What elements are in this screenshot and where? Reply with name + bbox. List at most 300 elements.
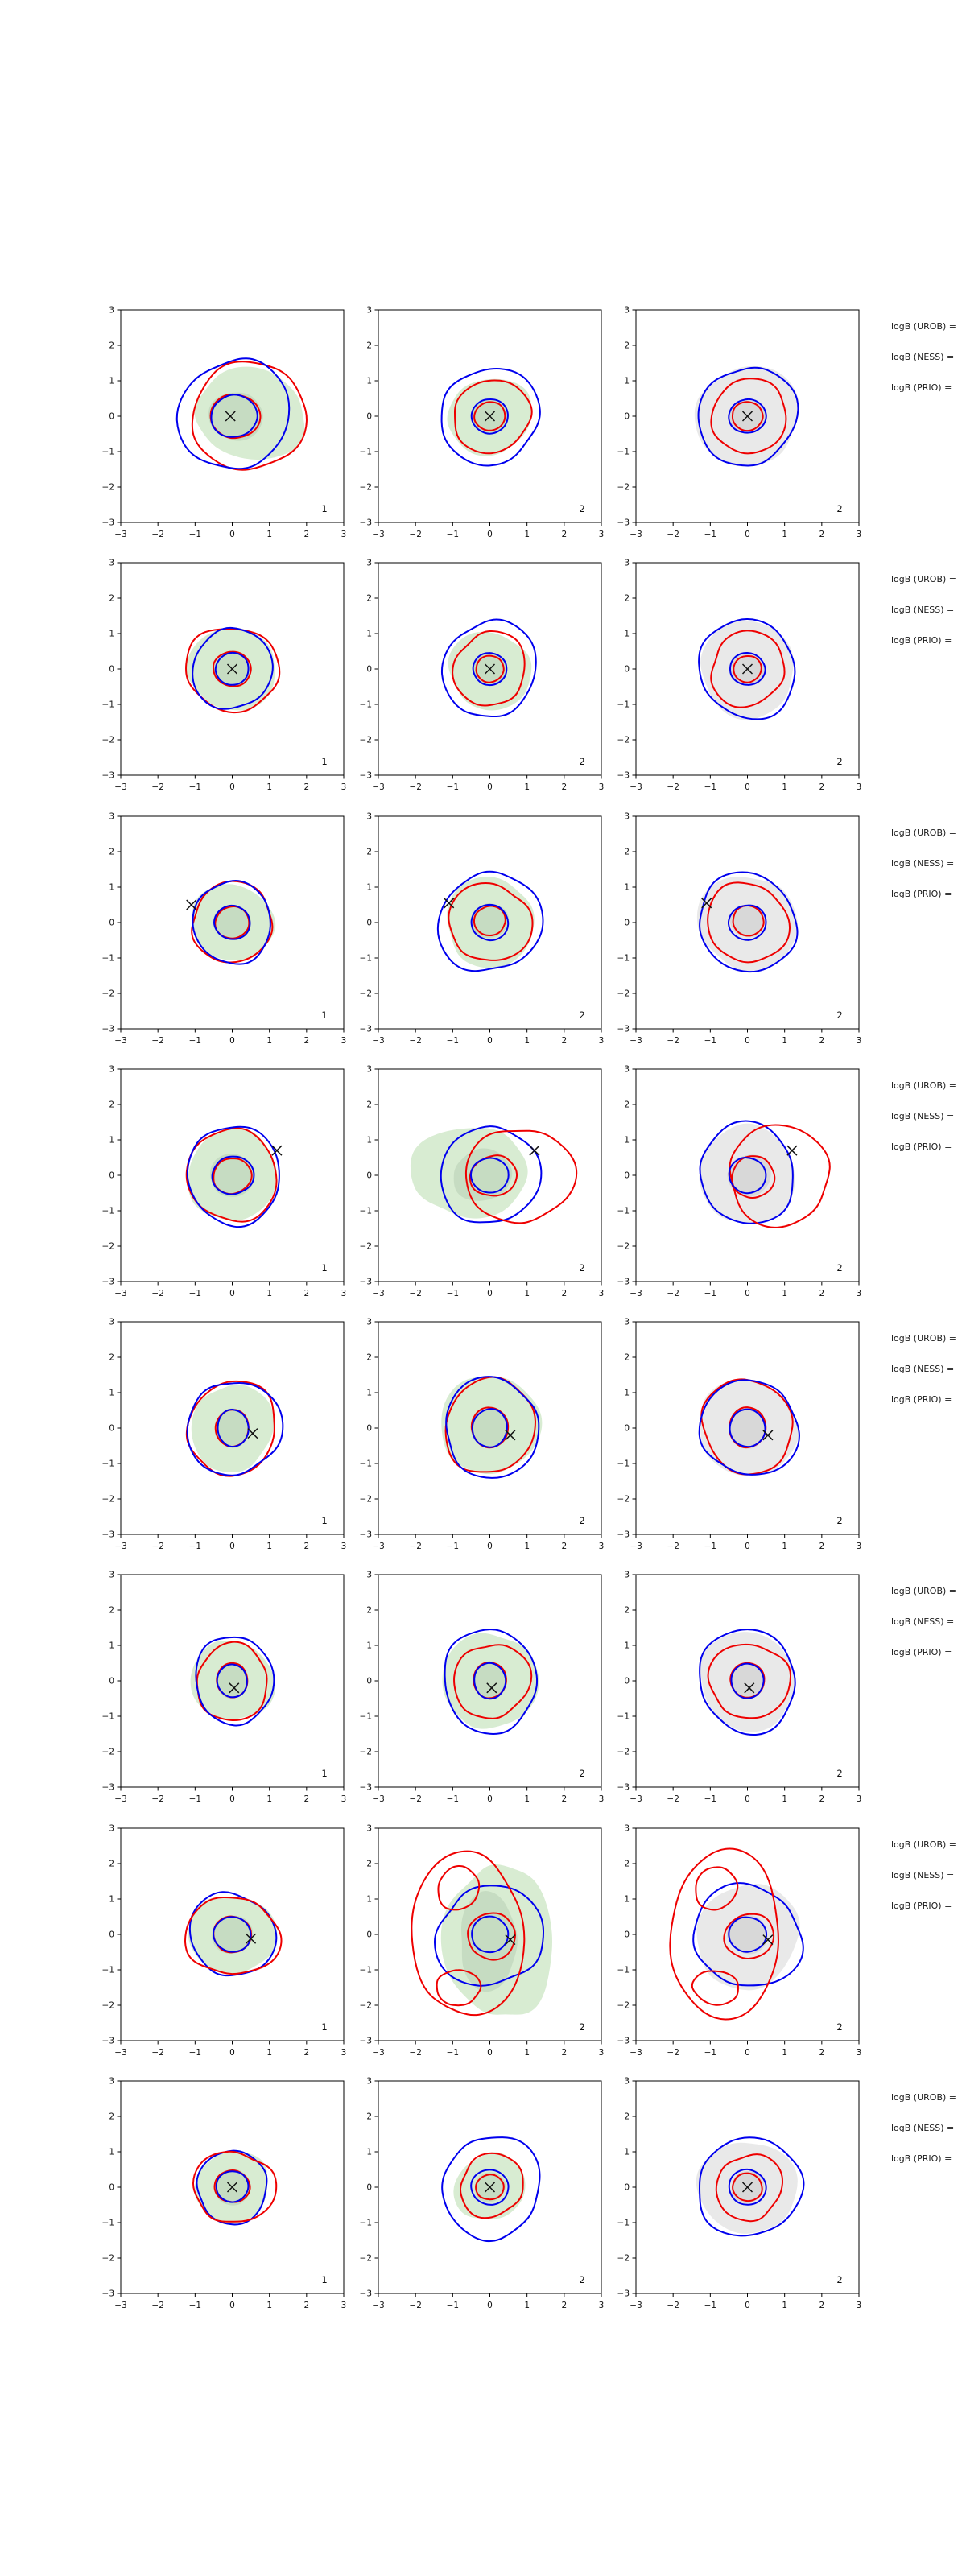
x-tick-label: 2 (303, 782, 310, 793)
x-tick-label: 2 (561, 2047, 568, 2058)
x-tick-label: 0 (745, 2301, 750, 2310)
x-tick-label: 2 (561, 782, 568, 793)
y-tick-label: 1 (624, 882, 630, 893)
panel-corner-label: 2 (836, 1009, 843, 1021)
panel-corner-label: 2 (579, 1515, 585, 1527)
x-tick-label: 1 (266, 2301, 273, 2310)
x-tick-label: −2 (151, 1542, 164, 1552)
y-tick-label: 2 (624, 847, 630, 857)
x-tick-label: −2 (409, 2301, 422, 2310)
y-tick-label: 1 (624, 629, 630, 639)
y-tick-label: 1 (109, 1894, 114, 1905)
y-tick-label: −3 (617, 770, 630, 781)
x-tick-label: 1 (782, 530, 788, 539)
x-tick-label: −2 (667, 1542, 679, 1552)
y-tick-label: 2 (624, 1352, 630, 1363)
y-tick-label: −2 (359, 1241, 372, 1252)
x-tick-label: −3 (114, 1794, 127, 1805)
truth-x-marker (787, 1146, 797, 1155)
x-tick-label: 1 (782, 782, 788, 793)
contour-panel-r5c3 (600, 1314, 873, 1557)
x-tick-label: 0 (229, 2047, 235, 2058)
x-tick-label: −3 (114, 2301, 127, 2310)
y-tick-label: 3 (624, 305, 630, 316)
panel-corner-label: 1 (321, 1768, 328, 1780)
x-tick-label: 3 (856, 1035, 862, 1046)
y-tick-label: 3 (366, 558, 372, 568)
y-tick-label: −2 (617, 2000, 630, 2011)
y-tick-label: 0 (624, 918, 630, 928)
y-tick-label: −2 (101, 1748, 114, 1758)
x-tick-label: 3 (598, 1794, 605, 1805)
y-tick-label: 1 (366, 1135, 372, 1146)
x-tick-label: −1 (188, 2301, 202, 2310)
y-tick-label: 0 (624, 664, 630, 675)
y-tick-label: 1 (109, 376, 114, 386)
x-tick-label: 1 (524, 2301, 530, 2310)
logb-annotation-row4-line2: logB (NESS) = (891, 1110, 955, 1121)
contour-panel-r2c1 (85, 555, 358, 798)
y-tick-label: 0 (366, 664, 372, 675)
x-tick-label: −2 (667, 530, 679, 539)
y-tick-label: −3 (359, 770, 372, 781)
y-tick-label: −2 (101, 735, 114, 745)
x-tick-label: 0 (745, 782, 750, 793)
y-tick-label: 0 (366, 1423, 372, 1434)
y-tick-label: −2 (101, 2000, 114, 2011)
panel-corner-label: 2 (836, 756, 843, 768)
x-tick-label: 2 (303, 2047, 310, 2058)
y-tick-label: −2 (617, 1748, 630, 1758)
logb-annotation-row1-line1: logB (UROB) = (891, 321, 957, 332)
y-tick-label: 1 (366, 2147, 372, 2157)
y-tick-label: −2 (617, 482, 630, 493)
y-tick-label: −2 (617, 989, 630, 999)
y-tick-label: −2 (617, 1241, 630, 1252)
x-tick-label: −3 (372, 1542, 385, 1552)
x-tick-label: 0 (745, 2047, 750, 2058)
y-tick-label: −1 (617, 700, 630, 710)
x-tick-label: 1 (266, 2047, 273, 2058)
y-tick-label: −3 (359, 1530, 372, 1540)
y-tick-label: 2 (624, 1859, 630, 1869)
y-tick-label: 0 (624, 2182, 630, 2193)
x-tick-label: 3 (598, 1035, 605, 1046)
y-tick-label: 2 (109, 1100, 114, 1110)
x-tick-label: −1 (188, 1035, 202, 1046)
panel-corner-label: 2 (836, 2274, 843, 2285)
contour-panel-r6c2 (342, 1567, 616, 1810)
y-tick-label: 3 (624, 1064, 630, 1075)
y-tick-label: 3 (109, 1317, 114, 1327)
logb-annotation-row2-line2: logB (NESS) = (891, 605, 955, 616)
x-tick-label: 1 (266, 1794, 273, 1805)
x-tick-label: −2 (667, 782, 679, 793)
logb-annotation-row3-line1: logB (UROB) = (891, 827, 957, 838)
x-tick-label: 3 (341, 2301, 347, 2310)
logb-annotation-row8-line2: logB (NESS) = (891, 2123, 955, 2133)
x-tick-label: −1 (446, 1542, 460, 1552)
y-tick-label: 0 (366, 918, 372, 928)
y-tick-label: 3 (109, 2076, 114, 2087)
y-tick-label: 0 (366, 2182, 372, 2193)
x-tick-label: 2 (819, 530, 825, 539)
y-tick-label: 3 (366, 305, 372, 316)
x-tick-label: −1 (446, 2047, 460, 2058)
y-tick-label: 1 (366, 1388, 372, 1398)
panel-corner-label: 2 (579, 1768, 585, 1780)
y-tick-label: −3 (359, 1277, 372, 1287)
x-tick-label: −1 (446, 782, 460, 793)
y-tick-label: −3 (617, 1783, 630, 1794)
y-tick-label: −1 (359, 1712, 372, 1723)
logb-annotation-row7-line2: logB (NESS) = (891, 1869, 955, 1880)
x-tick-label: 0 (745, 1794, 750, 1805)
y-tick-label: 1 (109, 882, 114, 893)
x-tick-label: −3 (114, 2047, 127, 2058)
x-tick-label: −3 (372, 782, 385, 793)
x-tick-label: 0 (487, 2301, 493, 2310)
x-tick-label: −3 (114, 1035, 127, 1046)
x-tick-label: 0 (487, 530, 493, 539)
x-tick-label: 1 (782, 2301, 788, 2310)
x-tick-label: −1 (704, 530, 717, 539)
y-tick-label: 1 (366, 1641, 372, 1652)
y-tick-label: −1 (617, 447, 630, 457)
x-tick-label: 3 (856, 1542, 862, 1552)
logb-annotation-row7-line3: logB (PRIO) = (891, 1900, 952, 1911)
y-tick-label: 3 (366, 811, 372, 822)
x-tick-label: −3 (630, 2047, 642, 2058)
y-tick-label: 3 (366, 1571, 372, 1581)
y-tick-label: −3 (617, 518, 630, 528)
x-tick-label: 3 (341, 782, 347, 793)
x-tick-label: −2 (667, 1035, 679, 1046)
y-tick-label: −1 (359, 1459, 372, 1469)
logb-annotation-row5-line2: logB (NESS) = (891, 1364, 955, 1375)
x-tick-label: 3 (856, 2301, 862, 2310)
x-tick-label: −1 (704, 1542, 717, 1552)
x-tick-label: 3 (341, 2047, 347, 2058)
y-tick-label: −3 (359, 1783, 372, 1794)
x-tick-label: −3 (630, 1288, 642, 1298)
y-tick-label: 0 (624, 1423, 630, 1434)
y-tick-label: −2 (359, 2253, 372, 2264)
x-tick-label: −1 (704, 1288, 717, 1298)
contour-panel-r8c2 (342, 2073, 616, 2316)
panel-corner-label: 2 (836, 2021, 843, 2033)
x-tick-label: 2 (819, 1288, 825, 1298)
y-tick-label: 1 (624, 376, 630, 386)
logb-annotation-row4-line3: logB (PRIO) = (891, 1141, 952, 1152)
x-tick-label: 1 (524, 1288, 530, 1298)
y-tick-label: −3 (359, 2036, 372, 2046)
x-tick-label: −1 (446, 1035, 460, 1046)
y-tick-label: 2 (366, 1352, 372, 1363)
x-tick-label: −3 (114, 530, 127, 539)
x-tick-label: 0 (229, 1288, 235, 1298)
x-tick-label: 0 (745, 1035, 750, 1046)
contour-panel-r4c3 (600, 1061, 873, 1304)
x-tick-label: 1 (266, 1035, 273, 1046)
y-tick-label: 2 (109, 341, 114, 351)
y-tick-label: −3 (101, 518, 114, 528)
y-tick-label: −2 (359, 735, 372, 745)
contour-panel-r3c2 (342, 808, 616, 1051)
y-tick-label: 3 (109, 305, 114, 316)
contour-panel-r1c3 (600, 302, 873, 545)
panel-corner-label: 2 (836, 503, 843, 514)
logb-annotation-row2-line1: logB (UROB) = (891, 574, 957, 585)
x-tick-label: −2 (409, 1794, 422, 1805)
x-tick-label: 3 (341, 1035, 347, 1046)
y-tick-label: 0 (624, 1170, 630, 1181)
panel-corner-label: 2 (579, 2274, 585, 2285)
y-tick-label: −1 (101, 2218, 114, 2228)
panel-corner-label: 1 (321, 1009, 328, 1021)
y-tick-label: 1 (109, 1641, 114, 1652)
x-tick-label: −1 (704, 1794, 717, 1805)
x-tick-label: 2 (819, 782, 825, 793)
y-tick-label: 2 (624, 341, 630, 351)
contour-panel-r1c2 (342, 302, 616, 545)
x-tick-label: 2 (303, 1542, 310, 1552)
y-tick-label: 2 (624, 1100, 630, 1110)
y-tick-label: −3 (617, 1024, 630, 1034)
contour-panel-r3c3 (600, 808, 873, 1051)
x-tick-label: −2 (409, 1288, 422, 1298)
y-tick-label: −1 (359, 953, 372, 964)
y-tick-label: −2 (359, 2000, 372, 2011)
logb-annotation-row6-line2: logB (NESS) = (891, 1616, 955, 1628)
x-tick-label: −1 (446, 1288, 460, 1298)
x-tick-label: 2 (303, 1794, 310, 1805)
x-tick-label: −1 (188, 1542, 202, 1552)
x-tick-label: −1 (446, 530, 460, 539)
x-tick-label: 0 (229, 2301, 235, 2310)
x-tick-label: 3 (598, 530, 605, 539)
y-tick-label: 1 (109, 629, 114, 639)
y-tick-label: 3 (366, 1823, 372, 1834)
logb-annotation-row4-line1: logB (UROB) = (891, 1080, 957, 1091)
y-tick-label: 2 (109, 1859, 114, 1869)
x-tick-label: 2 (819, 1035, 825, 1046)
y-tick-label: 0 (109, 918, 114, 928)
y-tick-label: 1 (109, 1135, 114, 1146)
contour-panel-r1c1 (85, 302, 358, 545)
x-tick-label: 0 (229, 1542, 235, 1552)
y-tick-label: 1 (366, 1894, 372, 1905)
y-tick-label: 1 (109, 2147, 114, 2157)
x-tick-label: 2 (561, 1288, 568, 1298)
x-tick-label: −2 (409, 530, 422, 539)
logb-annotation-row6-line1: logB (UROB) = (891, 1586, 957, 1597)
logb-annotation-row3-line3: logB (PRIO) = (891, 888, 952, 899)
y-tick-label: −3 (617, 2289, 630, 2299)
panel-corner-label: 1 (321, 2274, 328, 2285)
x-tick-label: 3 (341, 1794, 347, 1805)
y-tick-label: 0 (109, 664, 114, 675)
x-tick-label: −3 (372, 2301, 385, 2310)
x-tick-label: 1 (266, 530, 273, 539)
x-tick-label: 0 (745, 1542, 750, 1552)
y-tick-label: −2 (101, 482, 114, 493)
y-tick-label: 0 (109, 1423, 114, 1434)
x-tick-label: −2 (151, 2047, 164, 2058)
x-tick-label: −1 (188, 2047, 202, 2058)
logb-annotation-row1-line2: logB (NESS) = (891, 352, 955, 362)
x-tick-label: −3 (372, 1794, 385, 1805)
contour-panel-r5c1 (85, 1314, 358, 1557)
contour-panel-r7c3 (600, 1820, 873, 2063)
y-tick-label: 2 (366, 847, 372, 857)
x-tick-label: 2 (303, 530, 310, 539)
x-tick-label: 3 (856, 782, 862, 793)
y-tick-label: −1 (359, 447, 372, 457)
y-tick-label: 3 (109, 1823, 114, 1834)
x-tick-label: −1 (188, 782, 202, 793)
x-tick-label: 1 (782, 2047, 788, 2058)
y-tick-label: 2 (624, 1606, 630, 1616)
x-tick-label: −3 (630, 782, 642, 793)
y-tick-label: 3 (109, 1064, 114, 1075)
x-tick-label: 3 (341, 1288, 347, 1298)
y-tick-label: 0 (109, 2182, 114, 2193)
y-tick-label: −2 (359, 482, 372, 493)
x-tick-label: 3 (856, 2047, 862, 2058)
panel-corner-label: 2 (579, 2021, 585, 2033)
x-tick-label: −1 (704, 2047, 717, 2058)
x-tick-label: −2 (151, 782, 164, 793)
logb-annotation-row5-line3: logB (PRIO) = (891, 1394, 952, 1406)
x-tick-label: −1 (188, 530, 202, 539)
y-tick-label: −2 (359, 1748, 372, 1758)
y-tick-label: −1 (617, 1459, 630, 1469)
x-tick-label: −2 (667, 1794, 679, 1805)
panel-corner-label: 2 (579, 1009, 585, 1021)
panel-corner-label: 1 (321, 1261, 328, 1274)
y-tick-label: 0 (109, 1930, 114, 1940)
y-tick-label: −1 (617, 2218, 630, 2228)
x-tick-label: −1 (188, 1794, 202, 1805)
panel-corner-label: 2 (579, 1261, 585, 1274)
x-tick-label: 3 (598, 782, 605, 793)
y-tick-label: −1 (101, 1712, 114, 1723)
logb-annotation-row5-line1: logB (UROB) = (891, 1333, 957, 1344)
y-tick-label: 2 (366, 341, 372, 351)
x-tick-label: −3 (630, 530, 642, 539)
x-tick-label: −1 (704, 1035, 717, 1046)
x-tick-label: 2 (819, 1794, 825, 1805)
x-tick-label: 1 (782, 1288, 788, 1298)
contour-panel-r6c3 (600, 1567, 873, 1810)
contour-panel-r8c1 (85, 2073, 358, 2316)
y-tick-label: 2 (366, 1859, 372, 1869)
x-tick-label: 0 (487, 1035, 493, 1046)
y-tick-label: 1 (366, 376, 372, 386)
logb-annotation-row1-line3: logB (PRIO) = (891, 382, 952, 393)
x-tick-label: 0 (487, 1542, 493, 1552)
y-tick-label: −3 (359, 518, 372, 528)
x-tick-label: −3 (630, 1542, 642, 1552)
x-tick-label: 3 (598, 2301, 605, 2310)
y-tick-label: 0 (109, 411, 114, 422)
x-tick-label: 0 (229, 1035, 235, 1046)
y-tick-label: 0 (624, 1677, 630, 1687)
x-tick-label: 2 (819, 1542, 825, 1552)
y-tick-label: 2 (109, 847, 114, 857)
logb-annotation-row8-line3: logB (PRIO) = (891, 2153, 952, 2164)
y-tick-label: 0 (624, 1930, 630, 1940)
panel-corner-label: 1 (321, 503, 328, 514)
y-tick-label: −1 (359, 700, 372, 710)
x-tick-label: 3 (856, 1288, 862, 1298)
y-tick-label: −3 (101, 1024, 114, 1034)
x-tick-label: −3 (372, 1035, 385, 1046)
x-tick-label: 2 (561, 530, 568, 539)
y-tick-label: 2 (366, 593, 372, 604)
x-tick-label: 3 (598, 1288, 605, 1298)
y-tick-label: −3 (617, 1277, 630, 1287)
y-tick-label: 1 (624, 1641, 630, 1652)
panel-corner-label: 2 (836, 1261, 843, 1274)
y-tick-label: 3 (366, 1317, 372, 1327)
y-tick-label: 0 (624, 411, 630, 422)
y-tick-label: 0 (366, 1677, 372, 1687)
y-tick-label: 1 (624, 1135, 630, 1146)
panel-corner-label: 2 (836, 1768, 843, 1780)
x-tick-label: −2 (151, 530, 164, 539)
panel-corner-label: 2 (579, 503, 585, 514)
x-tick-label: −1 (446, 2301, 460, 2310)
x-tick-label: 1 (524, 530, 530, 539)
x-tick-label: 1 (524, 1542, 530, 1552)
x-tick-label: 0 (487, 1288, 493, 1298)
y-tick-label: −3 (101, 1277, 114, 1287)
x-tick-label: 3 (856, 530, 862, 539)
logb-annotation-row8-line1: logB (UROB) = (891, 2092, 957, 2103)
y-tick-label: 1 (624, 2147, 630, 2157)
panel-corner-label: 1 (321, 756, 328, 768)
x-tick-label: −3 (372, 2047, 385, 2058)
y-tick-label: −2 (359, 1494, 372, 1505)
y-tick-label: 2 (109, 1352, 114, 1363)
x-tick-label: 0 (487, 782, 493, 793)
y-tick-label: 2 (624, 2112, 630, 2122)
x-tick-label: −2 (151, 1035, 164, 1046)
x-tick-label: 3 (598, 1542, 605, 1552)
x-tick-label: −3 (114, 782, 127, 793)
x-tick-label: 2 (303, 1035, 310, 1046)
x-tick-label: −2 (151, 1288, 164, 1298)
x-tick-label: 2 (561, 1035, 568, 1046)
x-tick-label: 1 (524, 1794, 530, 1805)
x-tick-label: −2 (151, 1794, 164, 1805)
contour-panel-r7c1 (85, 1820, 358, 2063)
y-tick-label: −1 (359, 1965, 372, 1975)
y-tick-label: −2 (617, 2253, 630, 2264)
x-tick-label: 0 (229, 530, 235, 539)
y-tick-label: 3 (366, 1064, 372, 1075)
y-tick-label: 1 (624, 1894, 630, 1905)
y-tick-label: 0 (366, 411, 372, 422)
x-tick-label: −3 (372, 1288, 385, 1298)
logb-annotation-row2-line3: logB (PRIO) = (891, 635, 952, 646)
contour-panel-r2c3 (600, 555, 873, 798)
y-tick-label: 1 (109, 1388, 114, 1398)
contour-panel-r6c1 (85, 1567, 358, 1810)
panel-corner-label: 2 (579, 756, 585, 768)
